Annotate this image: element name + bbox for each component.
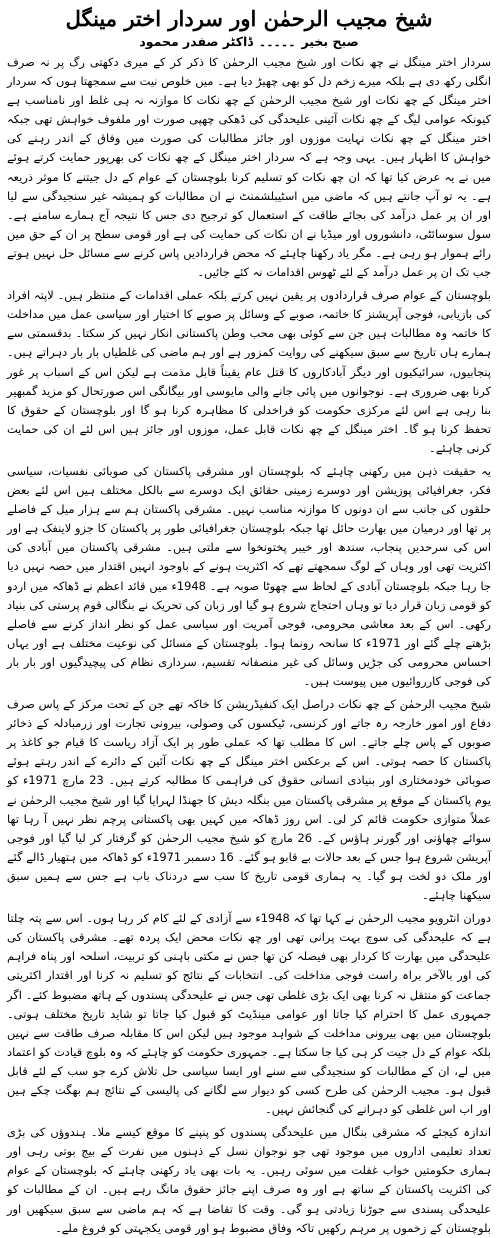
article-paragraph: اندازہ کیجئے کہ مشرقی بنگال میں علیحدگی پسندوں کو پنپنے کا موقع کیسے ملا۔ ہندوؤں کی بڑی تعداد تعلیمی اداروں میں موجود تھی جو نوجوان نسل کے ذہنوں میں نفرت کے بیج بوتی رہی اور ہماری حکومتیں خواب غفلت میں سوئی رہیں۔ یہ بات بھی یاد رکھنی چاہئے کہ بلوچستان کے عوام کی اکثریت پاکستان کے ساتھ ہے اور وہ صرف اپنے جائز حقوق مانگ رہے ہیں۔ ان کے مطالبات کو علیحدگی پسندی سے جوڑنا زیادتی ہو گی۔ وقت کا تقاضا ہے کہ ہم ماضی سے سبق سیکھیں اور بلوچستان کے زخموں پر مرہم رکھیں تاکہ وفاق مضبوط ہو اور قومی یکجہتی کو فروغ ملے۔	[7, 1125, 491, 1235]
article-body	[7, 53, 491, 1238]
article-paragraph: یہ حقیقت ذہن میں رکھنی چاہئے کہ بلوچستان اور مشرقی پاکستان کی صوبائی نفسیات، سیاسی فکر، جغرافیائی پوزیشن اور دوسرے زمینی حقائق ایک دوسرے سے بالکل مختلف ہیں اس لئے بعض حلقوں کی جانب سے ان دونوں کا موازنہ مناسب نہیں۔ مشرقی پاکستان ہم سے ہزار میل کے فاصلے پر تھا اور درمیان میں بھارت حائل تھا جبکہ بلوچستان جغرافیائی طور پر پاکستان کا جزو لاینفک ہے اور اس کی سرحدیں پنجاب، سندھ اور خیبر پختونخوا سے ملتی ہیں۔ مشرقی پاکستان میں آبادی کی اکثریت تھی اور وہاں کے لوگ سمجھتے تھے کہ اکثریت ہونے کے باوجود انہیں اقتدار میں حصہ نہیں دیا جا رہا جبکہ بلوچستان آبادی کے لحاظ سے چھوٹا صوبہ ہے۔ 1948ء میں قائد اعظم نے ڈھاکہ میں اردو کو قومی زبان قرار دیا تو وہاں احتجاج شروع ہو گیا اور زبان کی تحریک نے بنگالی قوم پرستی کی بنیاد رکھی۔ اس کے بعد معاشی محرومی، فوجی آمریت اور سیاسی عمل کو نظر انداز کرنے سے فاصلے بڑھتے چلے گئے اور 1971ء کا سانحہ رونما ہوا۔ بلوچستان کے مسائل کی نوعیت مختلف ہے اور یہاں احساس محرومی کی جڑیں وسائل کی غیر منصفانہ تقسیم، سرداری نظام کی پیچیدگیوں اور بار بار کی فوجی کارروائیوں میں پیوست ہیں۔	[7, 463, 491, 688]
article-paragraph: دوران انٹرویو مجیب الرحمٰن نے کہا تھا کہ 1948ء سے آزادی کے لئے کام کر رہا ہوں۔ اس سے پتہ چلتا ہے کہ علیحدگی کی سوچ بہت پرانی تھی اور چھ نکات محض ایک پردہ تھے۔ مشرقی پاکستان کی علیحدگی میں بھارت کا کردار بھی فیصلہ کن تھا جس نے مکتی باہنی کو تربیت، اسلحہ اور پناہ فراہم کی اور بالآخر براہ راست فوجی مداخلت کی۔ انتخابات کے نتائج کو تسلیم نہ کرنا اور اقتدار اکثریتی جماعت کو منتقل نہ کرنا بھی ایک بڑی غلطی تھی جس نے علیحدگی پسندوں کے ہاتھ مضبوط کئے۔ اگر جمہوری عمل کا احترام کیا جاتا اور عوامی مینڈیٹ کو قبول کیا جاتا تو شاید تاریخ مختلف ہوتی۔ بلوچستان میں بھی بیرونی مداخلت کے شواہد موجود ہیں لیکن اس کا مقابلہ صرف طاقت سے نہیں بلکہ عوام کے دل جیت کر ہی کیا جا سکتا ہے۔ جمہوری حکومت کو چاہئے کہ وہ بلوچ قیادت کو اعتماد میں لے، ان کے مطالبات کو سنجیدگی سے سنے اور ایسا سیاسی حل تلاش کرے جو سب کے لئے قابل قبول ہو۔ مجیب الرحمٰن کی طرح کسی کو دیوار سے لگانے کی پالیسی کے نتائج ہم بھگت چکے ہیں اور اب اس غلطی کو دہرانے کی گنجائش نہیں۔	[7, 911, 491, 1117]
column-title: صبح بخیر	[301, 34, 359, 49]
article-paragraph: سردار اختر مینگل نے چھ نکات اور شیخ مجیب الرحمٰن کا ذکر کر کے میری دکھتی رگ پر نہ صرف انگلی رکھ دی ہے بلکہ میرے زخم دل کو بھی چھیڑ دیا ہے۔ میں خلوص نیت سے سمجھتا ہوں کہ سردار اختر مینگل کے چھ نکات اور شیخ مجیب الرحمٰن کے چھ نکات کا موازنہ نہ ہی غلط اور نامناسب ہے کیونکہ عوامی لیگ کے چھ نکات آئینی علیحدگی کی ڈھکی چھپی صورت اور ملفوف خواہش تھی جبکہ اختر مینگل کے چھ نکات نہایت موزوں اور جائز مطالبات کی صورت میں وفاق کے اندر رہنے کی خواہش کا اظہار ہیں۔ یہی وجہ ہے کہ سردار اختر مینگل کے چھ نکات کی بھرپور حمایت کرتے ہوئے میں نے یہ عرض کیا تھا کہ ان چھ نکات کو تسلیم کرنا بلوچستان کے عوام کے دل جیتنے کا موثر ذریعہ ہے۔ یہ تو آپ جانتے ہیں کہ ماضی میں اسٹیبلشمنٹ نے ان مطالبات کو ہمیشہ غیر سنجیدگی سے لیا اور ان پر عمل درآمد کی بجائے طاقت کے استعمال کو ترجیح دی جس کا نتیجہ آج ہمارے سامنے ہے۔ سول سوسائٹی، دانشوروں اور میڈیا نے ان نکات کی حمایت کی ہے اور قومی سطح پر ان کے حق میں رائے ہموار ہو رہی ہے۔ مگر یاد رکھنا چاہئے کہ محض قراردادیں پاس کرنے سے مسائل حل نہیں ہوتے جب تک ان پر عمل درآمد کے لئے ٹھوس اقدامات نہ کئے جائیں۔	[7, 55, 491, 280]
byline-separator: ۔۔۔۔۔	[258, 34, 296, 49]
article-paragraph: شیخ مجیب الرحمٰن کے چھ نکات دراصل ایک کنفیڈریشن کا خاکہ تھے جن کے تحت مرکز کے پاس صرف دفاع اور امور خارجہ رہ جاتے اور کرنسی، ٹیکسوں کی وصولی، بیرونی تجارت اور زرمبادلہ کے ذخائر صوبوں کے پاس چلے جاتے۔ اس کا مطلب تھا کہ عملی طور پر ایک آزاد ریاست کا قیام جو کاغذ پر پاکستان کا حصہ ہوتی۔ اس کے برعکس اختر مینگل کے چھ نکات آئین کے دائرے کے اندر رہتے ہوئے صوبائی خودمختاری اور بنیادی انسانی حقوق کی فراہمی کا مطالبہ کرتے ہیں۔ 23 مارچ 1971ء کو یوم پاکستان کے موقع پر مشرقی پاکستان میں بنگلہ دیش کا جھنڈا لہرایا گیا اور شیخ مجیب الرحمٰن نے عملاً متوازی حکومت قائم کر لی۔ اس روز ڈھاکہ میں کہیں بھی پاکستانی پرچم نظر نہیں آ رہا تھا سوائے چھاؤنی اور گورنر ہاؤس کے۔ 26 مارچ کو شیخ مجیب الرحمٰن کو گرفتار کر لیا گیا اور فوجی آپریشن شروع ہوا جس کے بعد حالات بے قابو ہو گئے۔ 16 دسمبر 1971ء کو ڈھاکہ میں ہتھیار ڈالے گئے اور ملک دو لخت ہو گیا۔ یہ ہماری قومی تاریخ کا سب سے دردناک باب ہے جس سے ہمیں سبق سیکھنا چاہئے۔	[7, 697, 492, 903]
article-byline	[7, 34, 491, 50]
author-name: ڈاکٹر صفدر محمود	[139, 34, 253, 49]
article-headline: شیخ مجیب الرحمٰن اور سردار اختر مینگل	[65, 6, 433, 31]
article-paragraph: بلوچستان کے عوام صرف قراردادوں پر یقین نہیں کرتے بلکہ عملی اقدامات کے منتظر ہیں۔ لاپتہ افراد کی بازیابی، فوجی آپریشنز کا خاتمہ، صوبے کے وسائل پر صوبے کا اختیار اور سیاسی عمل میں مداخلت کا خاتمہ وہ مطالبات ہیں جن سے کوئی بھی محب وطن پاکستانی انکار نہیں کر سکتا۔ بدقسمتی سے ہمارے ہاں تاریخ سے سبق سیکھنے کی روایت کمزور ہے اور ہم ماضی کی غلطیاں بار بار دہراتے ہیں۔ پنجابیوں، سرائیکیوں اور دیگر آبادکاروں کا قتل عام یقیناً قابل مذمت ہے لیکن اس کے اسباب پر غور کرنا بھی ضروری ہے۔ نوجوانوں میں پائی جانے والی مایوسی اور بیگانگی اس صورتحال کو مزید گمبھیر بنا رہی ہے اس لئے مرکزی حکومت کو فراخدلی کا مظاہرہ کرنا ہو گا اور بلوچستان کے حقوق کا تحفظ کرنا ہو گا۔ اختر مینگل کے چھ نکات قابل عمل، موزوں اور جائز ہیں اس لئے ان کی حمایت کرنی چاہئے۔	[7, 288, 491, 455]
